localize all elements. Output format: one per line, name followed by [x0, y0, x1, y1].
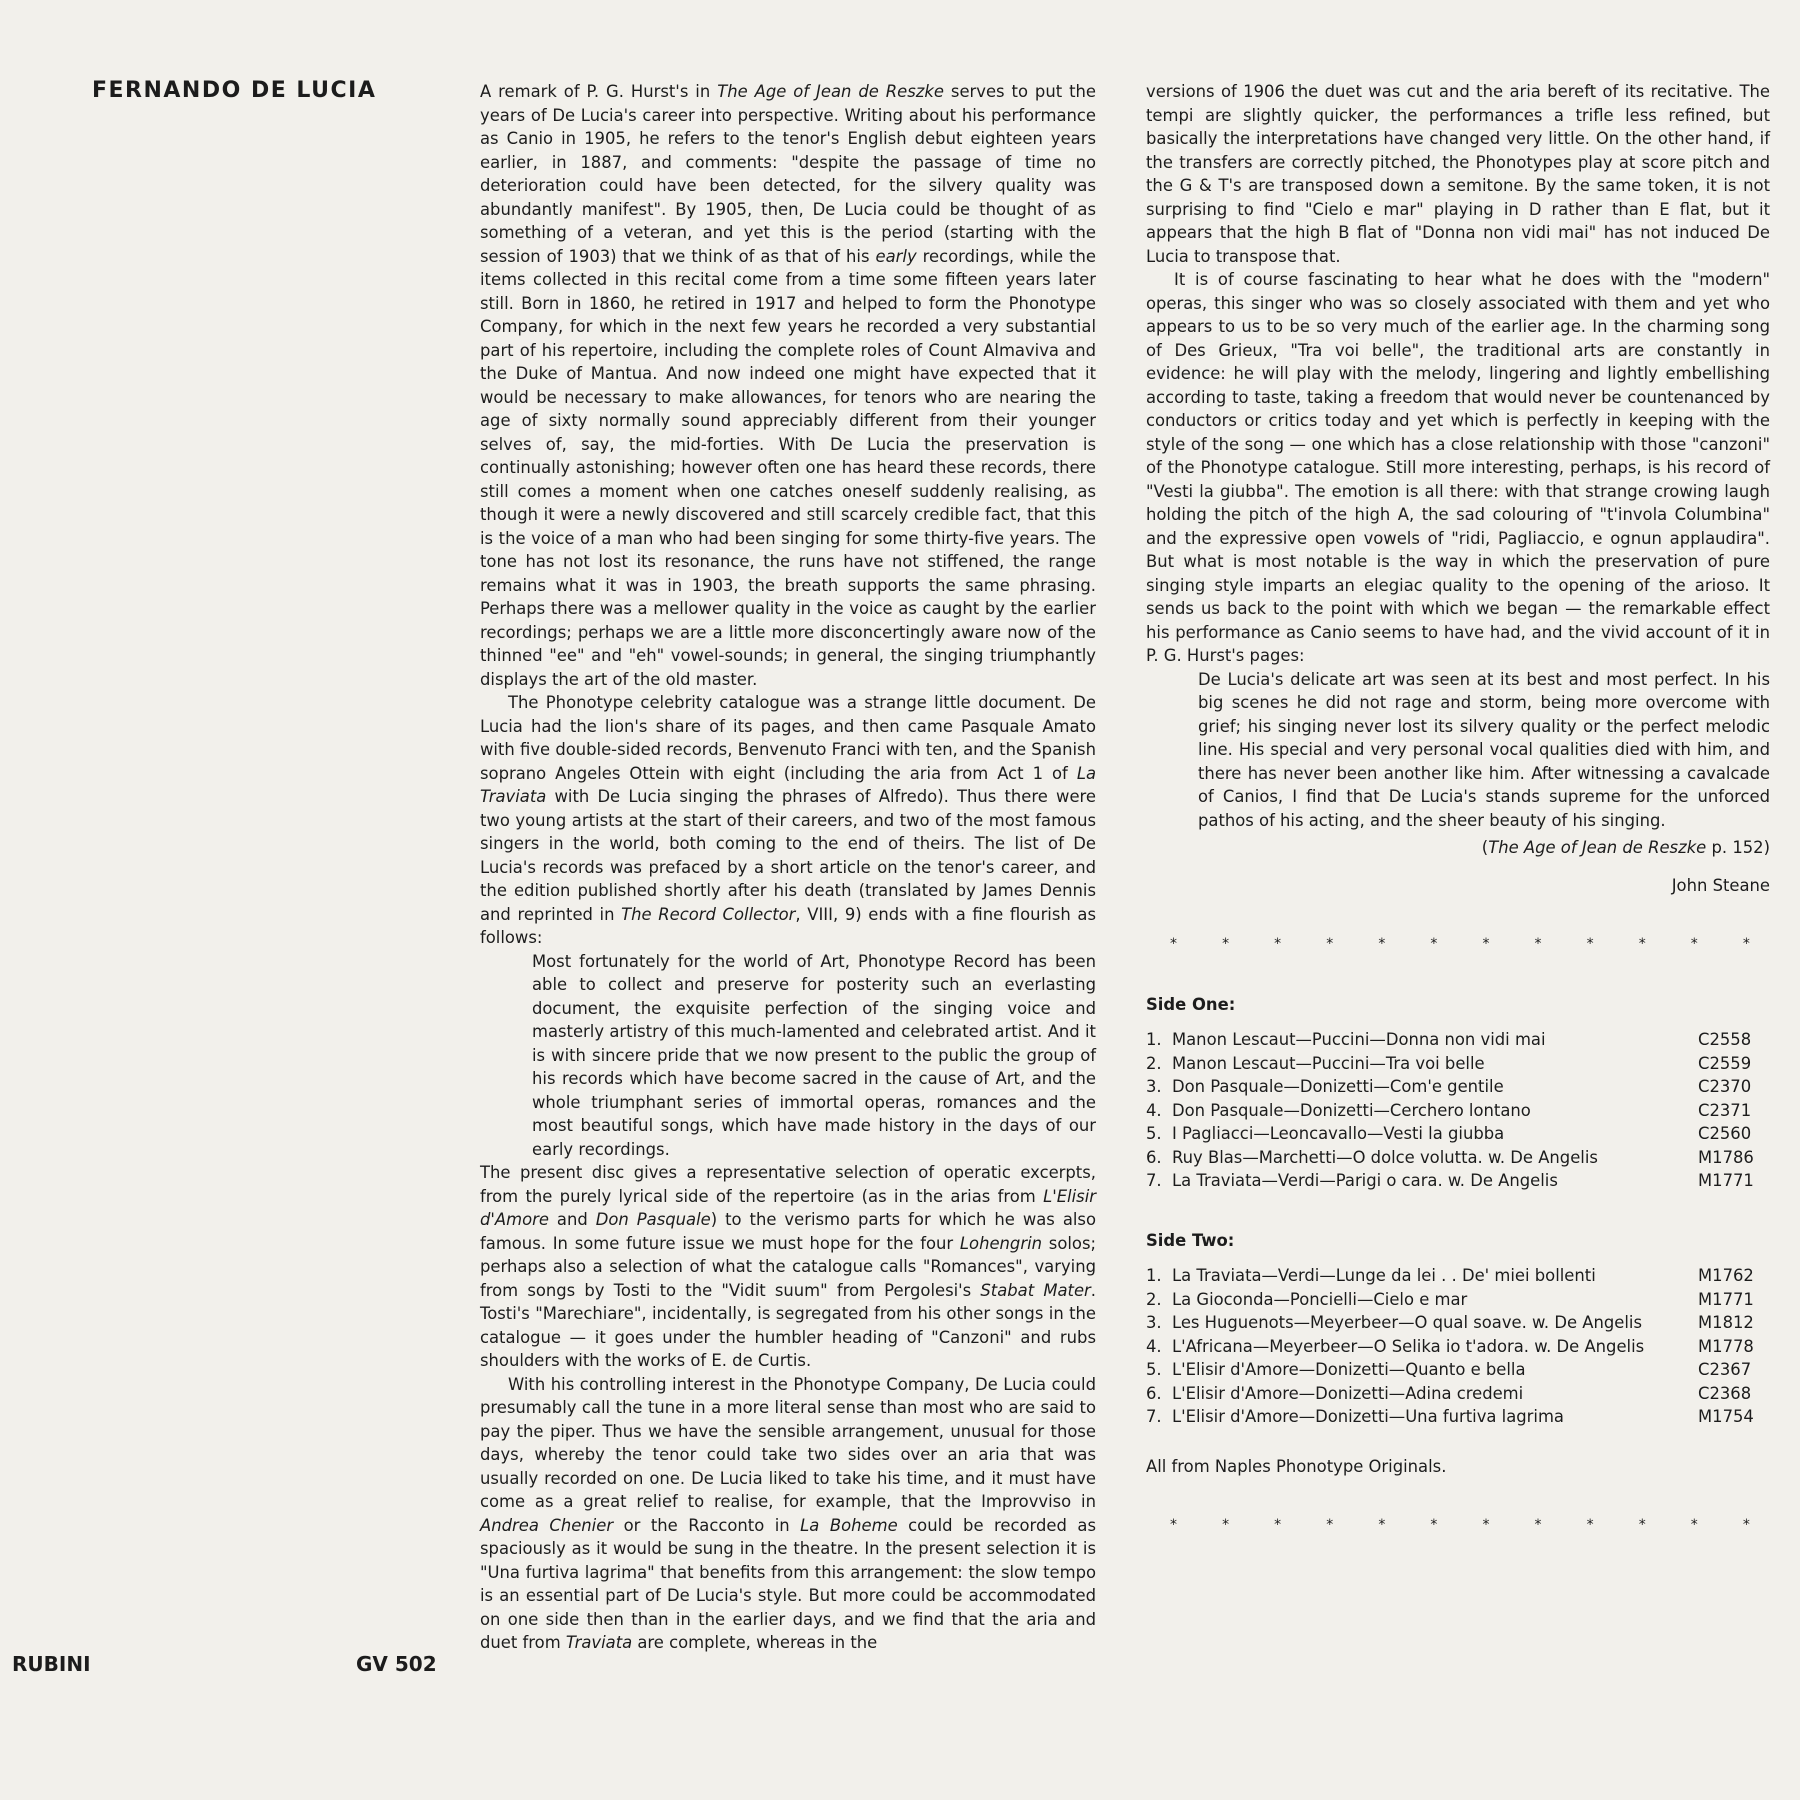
- track-code: C2368: [1698, 1383, 1752, 1403]
- essay-paragraph: [480, 1161, 1096, 1373]
- track-item: [1146, 1288, 1770, 1312]
- text-run: The Phonotype celebrity catalogue was a strange little document. De Lucia had the lion's share of its pages, and then came Pasquale Amato with five double-sided records, Benvenuto Franci with ten, and the Spanish soprano Angeles Ottein with eight (including the aria from Act 1 of: [480, 693, 1096, 783]
- track-code: M1771: [1698, 1289, 1754, 1309]
- side-two-heading: Side Two:: [1146, 1230, 1235, 1250]
- text-run: With his controlling interest in the Phonotype Company, De Lucia could presumably call the tune in a more literal sense than most who are said to pay the piper. Thus we have the sensible arrangement, unusual for those days, whereby the tenor could take two sides over an aria that was usually recorded on one. De Lucia liked to take his time, and it must have come as a great relief to realise, for example, that the Improvviso in: [480, 1374, 1096, 1511]
- track-number: 4.: [1146, 1100, 1162, 1120]
- track-code: C2370: [1698, 1077, 1752, 1096]
- text-run: versions of 1906 the duet was cut and the aria bereft of its recitative. The tempi are slightly quicker, the performances a trifle less refined, but basically the interpretations have changed very little. On the other hand, if the transfers are correctly pitched, the Phonotypes play at score pitch and the G & T's are transposed down a semitone. By the same token, it is not surprising to find "Cielo e mar" playing in D rather than E flat, but it appears that the high B flat of "Donna non vidi mai" has not induced De Lucia to transpose that.: [1146, 82, 1770, 266]
- side-one-tracklist: [1146, 1028, 1770, 1193]
- essay-paragraph: [480, 1373, 1096, 1655]
- track-title: L'Elisir d'Amore—Donizetti—Una furtiva lagrima: [1172, 1407, 1564, 1426]
- track-title: Don Pasquale—Donizetti—Com'e gentile: [1172, 1077, 1504, 1096]
- text-run: or the Racconto in: [613, 1515, 801, 1535]
- star-glyph: *: [1638, 936, 1646, 952]
- track-number: 3.: [1146, 1077, 1162, 1096]
- text-run: serves to put the years of De Lucia's career into perspective. Writing about his performance as Canio in 1905, he refers to the tenor's English debut eighteen years earlier, in 1887, and comments: "despite the passage of time no deterioration could have been detected, for the silvery quality was abundantly manifest". By 1905, then, De Lucia could be thought of as something of a veteran, and yet this is the period (starting with the session of 1903) that we think of as that of his: [480, 82, 1096, 266]
- hurst-quote: De Lucia's delicate art was seen at its best and most perfect. In his big scenes he did not rage and storm, being more overcome with grief; his singing never lost its silvery quality or the perfect melodic line. His special and very personal vocal qualities died with him, and there has never been another like him. After witnessing a cavalcade of Canios, I find that De Lucia's stands supreme for the unforced pathos of his acting, and the sheer beauty of his singing.: [1198, 669, 1770, 830]
- italic-title: Stabat Mater: [980, 1280, 1091, 1300]
- track-number: 7.: [1146, 1407, 1162, 1426]
- track-title: L'Africana—Meyerbeer—O Selika io t'adora. w. De Angelis: [1172, 1336, 1645, 1356]
- essay-paragraph: [1146, 268, 1770, 668]
- track-code: C2559: [1698, 1053, 1752, 1073]
- text-run: with De Lucia singing the phrases of Alfredo). Thus there were two young artists at the start of their careers, and two of the most famous singers in the world, both coming to the end of theirs. The list of De Lucia's records was prefaced by a short article on the tenor's career, and the edition published shortly after his death (translated by James Dennis and reprinted in: [480, 787, 1096, 924]
- italic-title: Don Pasquale: [595, 1210, 711, 1229]
- star-glyph: *: [1690, 1517, 1698, 1533]
- track-item: [1146, 1335, 1770, 1359]
- track-number: 5.: [1146, 1360, 1162, 1379]
- star-glyph: *: [1534, 1517, 1542, 1533]
- citation: [1146, 836, 1770, 860]
- text-run: ) to the verismo parts for which he was also famous. In some future issue we must hope for the four: [480, 1210, 1096, 1253]
- star-glyph: *: [1534, 936, 1542, 952]
- star-glyph: *: [1274, 1517, 1282, 1533]
- track-item: [1146, 1146, 1770, 1170]
- track-title: I Pagliacci—Leoncavallo—Vesti la giubba: [1172, 1124, 1505, 1143]
- track-item: [1146, 1052, 1770, 1076]
- star-glyph: *: [1274, 936, 1282, 952]
- star-glyph: *: [1170, 936, 1177, 952]
- text-run: (: [1481, 838, 1489, 857]
- track-item: [1146, 1122, 1770, 1146]
- side-one-heading: Side One:: [1146, 994, 1236, 1014]
- text-run: solos; perhaps also a selection of what the catalogue calls "Romances", varying from songs by Tosti to the "Vidit suum" from Pergolesi's: [480, 1233, 1096, 1300]
- track-item: [1146, 1382, 1770, 1406]
- italic-title: The Age of Jean de Reszke: [717, 82, 944, 101]
- track-title: La Gioconda—Poncielli—Cielo e mar: [1172, 1289, 1468, 1309]
- star-glyph: *: [1742, 1517, 1750, 1533]
- star-glyph: *: [1378, 936, 1386, 952]
- track-code: C2367: [1698, 1360, 1752, 1379]
- track-item: [1146, 1028, 1770, 1052]
- italic-title: La Boheme: [800, 1515, 898, 1535]
- track-number: 6.: [1146, 1383, 1162, 1403]
- star-glyph: *: [1222, 936, 1230, 952]
- track-number: 2.: [1146, 1289, 1162, 1309]
- essay-paragraph: [1146, 80, 1770, 268]
- track-code: C2558: [1698, 1030, 1752, 1049]
- star-glyph: *: [1482, 1517, 1490, 1533]
- italic-title: The Record Collector: [621, 904, 796, 924]
- track-title: La Traviata—Verdi—Parigi o cara. w. De Angelis: [1172, 1171, 1558, 1190]
- track-number: 4.: [1146, 1336, 1162, 1356]
- track-item: [1146, 1075, 1770, 1099]
- star-divider: [1170, 1514, 1750, 1538]
- track-number: 5.: [1146, 1124, 1162, 1143]
- track-code: M1778: [1698, 1336, 1754, 1356]
- star-glyph: *: [1482, 936, 1490, 952]
- essay-paragraph: [480, 691, 1096, 950]
- text-run: are complete, whereas in the: [632, 1633, 878, 1652]
- track-title: Manon Lescaut—Puccini—Tra voi belle: [1172, 1053, 1485, 1073]
- star-glyph: *: [1586, 1517, 1594, 1533]
- track-title: La Traviata—Verdi—Lunge da lei . . De' miei bollenti: [1172, 1266, 1596, 1285]
- track-item: [1146, 1358, 1770, 1382]
- author-name: John Steane: [1671, 875, 1770, 895]
- track-item: [1146, 1405, 1770, 1429]
- catalog-number: GV 502: [356, 1652, 437, 1676]
- text-run: p. 152): [1706, 838, 1770, 857]
- catalogue-quote: Most fortunately for the world of Art, Phonotype Record has been able to collect and preserve for posterity such an everlasting document, the exquisite perfection of the singing voice and masterly artistry of this much-lamented and celebrated artist. And it is with sincere pride that we now present to the public the group of his records which have become sacred in the cause of Art, and the whole triumphant series of immortal operas, romances and the most beautiful songs, which have made history in the days of our early recordings.: [532, 951, 1096, 1159]
- italic-title: La Traviata: [480, 763, 1096, 806]
- track-code: M1786: [1698, 1147, 1754, 1167]
- star-glyph: *: [1742, 936, 1750, 952]
- text-run: could be recorded as spaciously as it would be sung in the theatre. In the present selection it is "Una furtiva lagrima" that benefits from this arrangement: the slow tempo is an essential part of De Lucia's style. But more could be accommodated on one side then than in the earlier days, and we find that the aria and duet from: [480, 1515, 1096, 1652]
- italic-title: Traviata: [565, 1633, 633, 1652]
- italic-title: L'Elisir d'Amore: [480, 1186, 1096, 1229]
- track-item: [1146, 1169, 1770, 1193]
- italic-title: Lohengrin: [959, 1233, 1043, 1253]
- text-run: , VIII, 9) ends with a fine flourish as follows:: [480, 904, 1097, 947]
- star-glyph: *: [1638, 1517, 1646, 1533]
- track-code: C2371: [1698, 1100, 1752, 1120]
- track-title: Manon Lescaut—Puccini—Donna non vidi mai: [1172, 1030, 1546, 1049]
- track-code: C2560: [1698, 1124, 1752, 1143]
- artist-title: FERNANDO DE LUCIA: [92, 78, 377, 103]
- side-two-tracklist: [1146, 1264, 1770, 1429]
- track-title: L'Elisir d'Amore—Donizetti—Adina credemi: [1172, 1383, 1524, 1403]
- essay-column-right: [1146, 80, 1770, 1538]
- track-title: Don Pasquale—Donizetti—Cerchero lontano: [1172, 1100, 1531, 1120]
- track-code: M1771: [1698, 1171, 1754, 1190]
- star-glyph: *: [1170, 1517, 1177, 1533]
- text-run: The present disc gives a representative selection of operatic excerpts, from the purely lyrical side of the repertoire (as in the arias from: [480, 1163, 1096, 1206]
- star-glyph: *: [1430, 1517, 1438, 1533]
- star-divider: [1170, 933, 1750, 957]
- essay-column-left: [480, 80, 1096, 1655]
- star-glyph: *: [1378, 1517, 1386, 1533]
- track-item: [1146, 1099, 1770, 1123]
- essay-paragraph: [480, 80, 1096, 691]
- italic-title: early: [875, 246, 917, 266]
- track-number: 1.: [1146, 1030, 1162, 1049]
- track-code: M1754: [1698, 1407, 1754, 1426]
- track-number: 3.: [1146, 1313, 1162, 1332]
- star-glyph: *: [1326, 1517, 1334, 1533]
- track-item: [1146, 1264, 1770, 1288]
- text-run: A remark of P. G. Hurst's in: [480, 82, 718, 101]
- star-glyph: *: [1430, 936, 1438, 952]
- source-note: All from Naples Phonotype Originals.: [1146, 1456, 1447, 1476]
- track-number: 1.: [1146, 1266, 1162, 1285]
- text-run: . Tosti's "Marechiare", incidentally, is segregated from his other songs in the catalogue — it goes under the humbler heading of "Canzoni" and rubs shoulders with the works of E. de Curtis.: [480, 1280, 1096, 1370]
- star-glyph: *: [1690, 936, 1698, 952]
- track-title: Les Huguenots—Meyerbeer—O qual soave. w. De Angelis: [1172, 1313, 1642, 1332]
- star-glyph: *: [1586, 936, 1594, 952]
- track-title: Ruy Blas—Marchetti—O dolce volutta. w. De Angelis: [1172, 1147, 1598, 1167]
- track-title: L'Elisir d'Amore—Donizetti—Quanto e bella: [1172, 1360, 1526, 1379]
- text-run: and: [548, 1210, 596, 1229]
- track-code: M1812: [1698, 1313, 1754, 1332]
- track-number: 6.: [1146, 1147, 1162, 1167]
- star-glyph: *: [1326, 936, 1334, 952]
- text-run: It is of course fascinating to hear what he does with the "modern" operas, this singer who was so closely associated with them and yet who appears to us to be so very much of the earlier age. In the charming song of Des Grieux, "Tra voi belle", the traditional arts are constantly in evidence: he will play with the melody, lingering and lightly embellishing according to taste, taking a freedom that would never be countenanced by conductors or critics today and yet which is perfectly in keeping with the style of the song — one which has a close relationship with those "canzoni" of the Phonotype catalogue. Still more interesting, perhaps, is his record of "Vesti la giubba". The emotion is all there: with that strange crowing laugh holding the pitch of the high A, the sad colouring of "t'invola Columbina" and the expressive open vowels of "ridi, Pagliaccio, e ognun applaudira". But what is most notable is the way in which the preservation of pure singing style imparts an elegiac quality to the opening of the arioso. It sends us back to the point with which we began — the remarkable effect his performance as Canio seems to have had, and the vivid account of it in P. G. Hurst's pages:: [1146, 270, 1770, 665]
- track-item: [1146, 1311, 1770, 1335]
- text-run: recordings, while the items collected in this recital come from a time some fifteen years later still. Born in 1860, he retired in 1917 and helped to form the Phonotype Company, for which in the next few years he recorded a very substantial part of his repertoire, including the complete roles of Count Almaviva and the Duke of Mantua. And now indeed one might have expected that it would be necessary to make allowances, for tenors who are nearing the age of sixty normally sound appreciably different from their younger selves of, say, the mid-forties. With De Lucia the preservation is continually astonishing; however often one has heard these records, there still comes a moment when one catches oneself suddenly realising, as though it were a newly discovered and still scarcely credible fact, that this is the voice of a man who had been singing for some thirty-five years. The tone has not lost its resonance, the runs have not stiffened, the range remains what it was in 1903, the breath supports the same phrasing. Perhaps there was a mellower quality in the voice as caught by the earlier recordings; perhaps we are a little more disconcertingly aware now of the thinned "ee" and "eh" vowel-sounds; in general, the singing triumphantly displays the art of the old master.: [480, 246, 1096, 689]
- record-label: RUBINI: [12, 1652, 91, 1676]
- star-glyph: *: [1222, 1517, 1230, 1533]
- track-number: 2.: [1146, 1053, 1162, 1073]
- track-code: M1762: [1698, 1266, 1754, 1285]
- italic-title: The Age of Jean de Reszke: [1488, 838, 1707, 857]
- track-number: 7.: [1146, 1171, 1162, 1190]
- italic-title: Andrea Chenier: [480, 1515, 614, 1535]
